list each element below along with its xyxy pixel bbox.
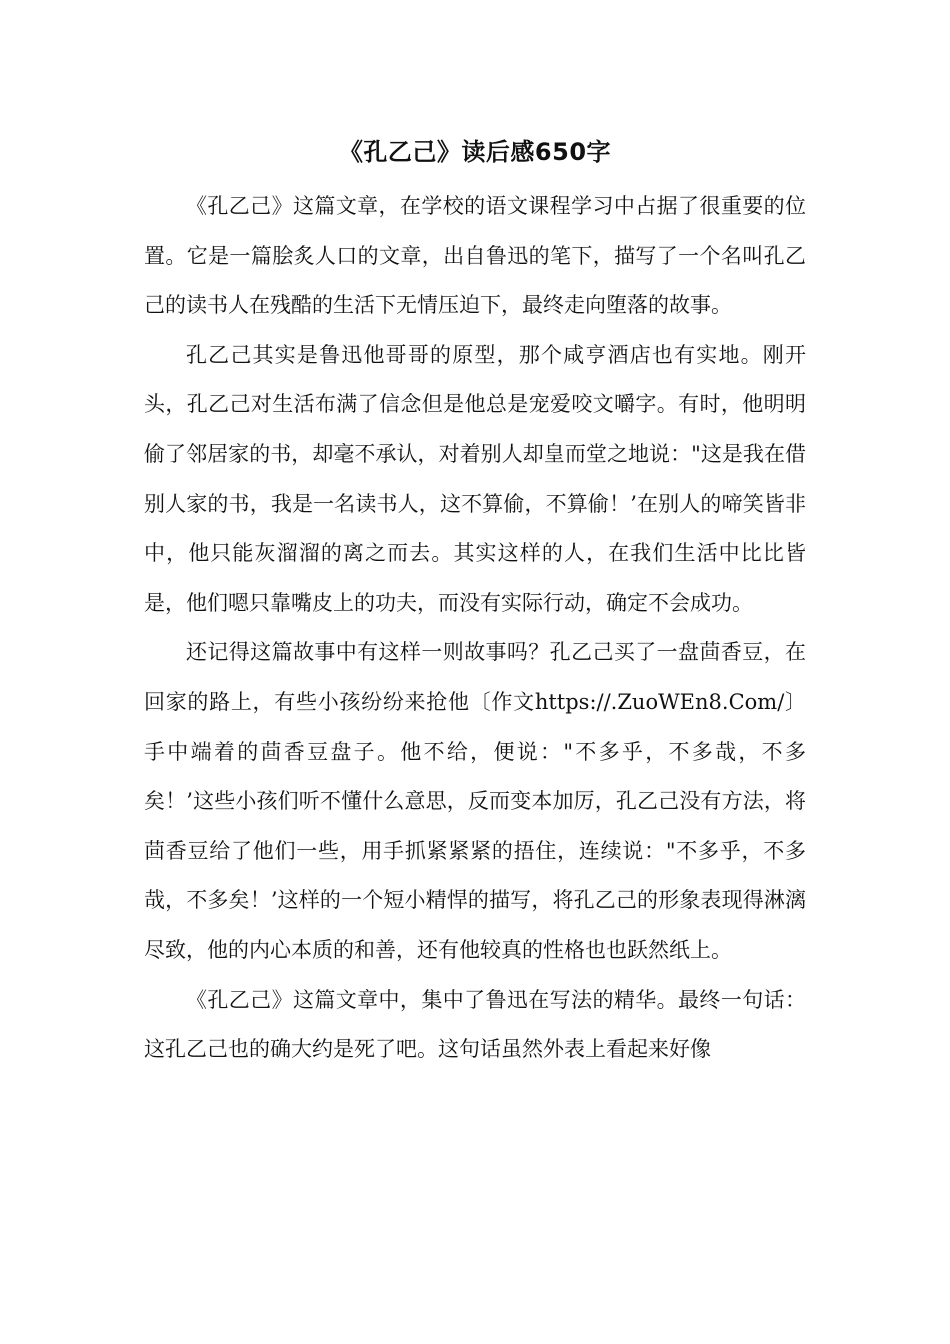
paragraph-1: 《孔乙己》这篇文章，在学校的语文课程学习中占据了很重要的位置。它是一篇脍炙人口的文章，出自鲁迅的笔下，描写了一个名叫孔乙己的读书人在残酷的生活下无情压迫下，最终走向堕落的故事。	[144, 194, 806, 318]
paragraph-2: 孔乙己其实是鲁迅他哥哥的原型，那个咸亨酒店也有实地。刚开头，孔乙己对生活布满了信念但是他总是宠爱咬文嚼字。有时，他明明偷了邻居家的书，却毫不承认，对着别人却皇而堂之地说："这是我在借别人家的书，我是一名读书人，这不算偷，不算偷！’在别人的啼笑皆非中，他只能灰溜溜的离之而去。其实这样的人，在我们生活中比比皆是，他们嗯只靠嘴皮上的功夫，而没有实际行动，确定不会成功。	[144, 342, 806, 615]
paragraph-3: 还记得这篇故事中有这样一则故事吗？孔乙己买了一盘茴香豆，在回家的路上，有些小孩纷纷来抢他〔作文https://.ZuoWEn8.Com/〕手中端着的茴香豆盘子。他不给，便说："不多乎，不多哉，不多矣！’这些小孩们听不懂什么意思，反而变本加厉，孔乙己没有方法，将茴香豆给了他们一些，用手抓紧紧紧的捂住，连续说："不多乎，不多哉，不多矣！’这样的一个短小精悍的描写，将孔乙己的形象表现得淋漓尽致，他的内心本质的和善，还有他较真的性格也也跃然纸上。	[144, 640, 806, 962]
document-title: 《孔乙己》读后感650字	[338, 138, 612, 166]
paragraph-4: 《孔乙己》这篇文章中，集中了鲁迅在写法的精华。最终一句话：这孔乙己也的确大约是死了吧。这句话虽然外表上看起来好像	[144, 987, 806, 1062]
document-body	[144, 182, 806, 1075]
